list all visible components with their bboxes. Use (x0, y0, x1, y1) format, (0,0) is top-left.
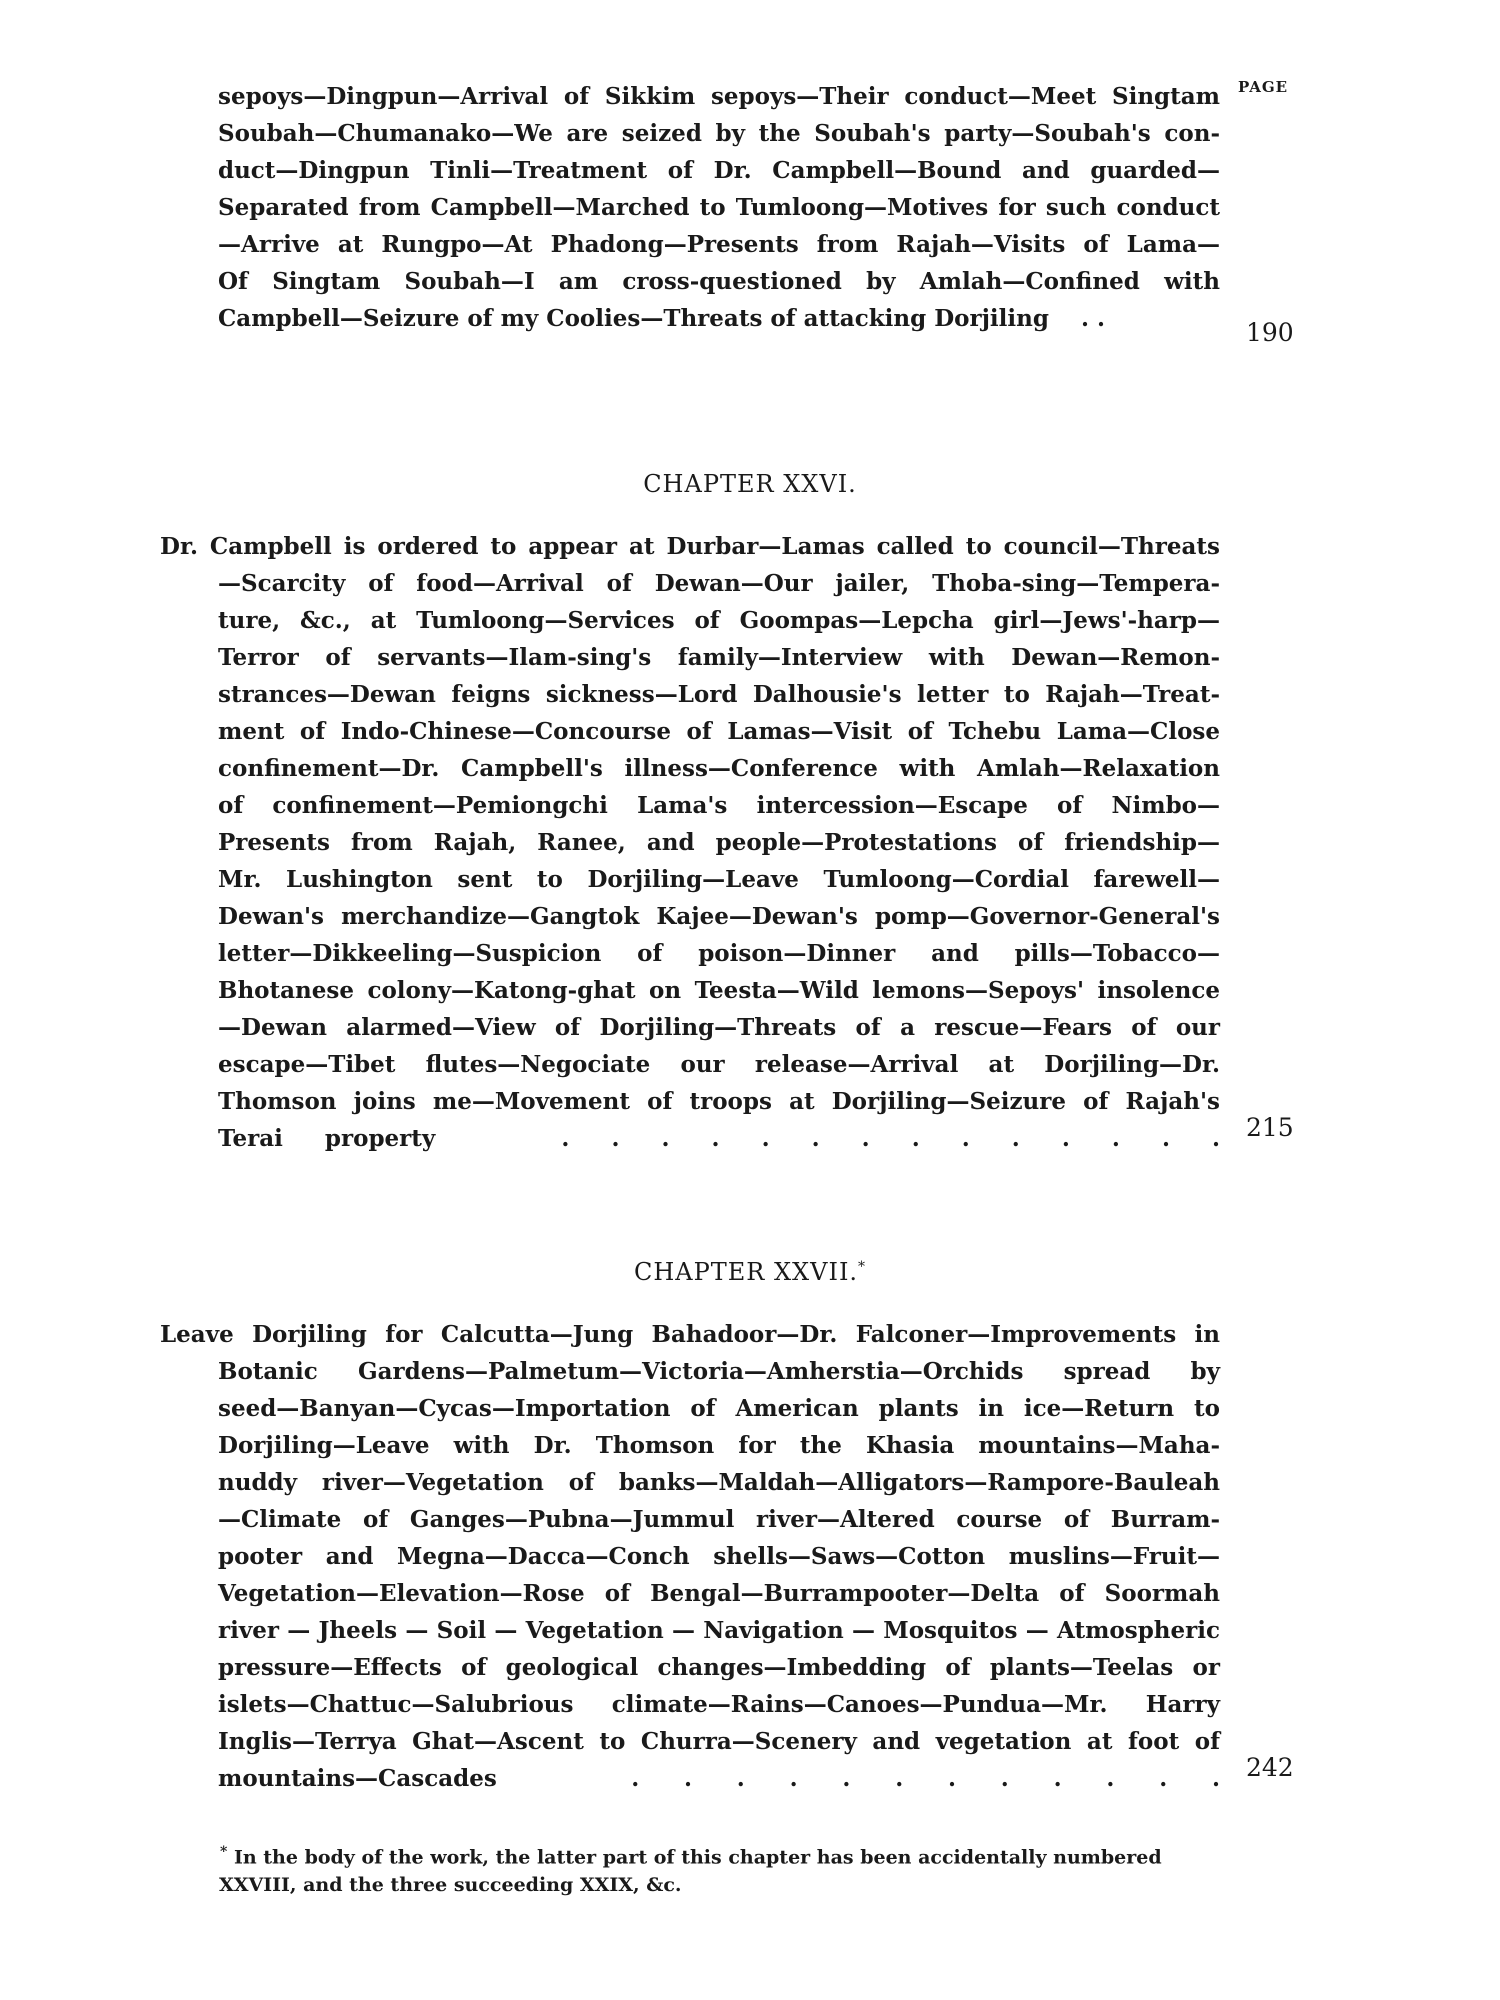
contents-line: letter—Dikkeeling—Suspicion of poison—Dinner and pills—Tobacco— (218, 940, 1220, 967)
contents-line: Dorjiling—Leave with Dr. Thomson for the Khasia mountains—Maha- (218, 1432, 1220, 1459)
contents-line: Inglis—Terrya Ghat—Ascent to Churra—Scenery and vegetation at foot of (218, 1728, 1220, 1755)
contents-line: river — Jheels — Soil — Vegetation — Navigation — Mosquitos — Atmospheric (218, 1617, 1220, 1644)
footnote-line-1: * In the body of the work, the latter part of this chapter has been accidentally numbered (220, 1844, 1162, 1869)
contents-line: ture, &c., at Tumloong—Services of Goompas—Lepcha girl—Jews'-harp— (218, 607, 1220, 634)
contents-line: pressure—Effects of geological changes—Imbedding of plants—Teelas or (218, 1654, 1220, 1681)
footnote (220, 1838, 1300, 1899)
contents-line: —Arrive at Rungpo—At Phadong—Presents from Rajah—Visits of Lama— (218, 231, 1220, 258)
dot-leaders: . . (1080, 305, 1105, 332)
contents-line: Separated from Campbell—Marched to Tumloong—Motives for such conduct (218, 194, 1220, 221)
contents-line: Bhotanese colony—Katong-ghat on Teesta—Wild lemons—Sepoys' insolence (218, 977, 1220, 1004)
contents-line-last: Terai property . . . . . . . . . . . . . . (218, 1125, 1220, 1152)
contents-line: islets—Chattuc—Salubrious climate—Rains—Canoes—Pundua—Mr. Harry (218, 1691, 1220, 1718)
page-number-215: 215 (1246, 1113, 1294, 1142)
chapter-26-contents (160, 528, 1220, 1157)
contents-line: —Dewan alarmed—View of Dorjiling—Threats of a rescue—Fears of our (218, 1014, 1220, 1041)
contents-line: Botanic Gardens—Palmetum—Victoria—Amherstia—Orchids spread by (218, 1358, 1220, 1385)
contents-line-last: Campbell—Seizure of my Coolies—Threats of attacking Dorjiling . . (218, 305, 1105, 332)
chapter-27-contents (160, 1316, 1220, 1797)
contents-line: of confinement—Pemiongchi Lama's intercession—Escape of Nimbo— (218, 792, 1220, 819)
contents-line: Terror of servants—Ilam-sing's family—Interview with Dewan—Remon- (218, 644, 1220, 671)
contents-line: Presents from Rajah, Ranee, and people—Protestations of friendship— (218, 829, 1220, 856)
footnote-line-2: XXVIII, and the three succeeding XXIX, &c. (219, 1874, 682, 1897)
dot-leaders: . . . . . . . . . . . . (631, 1765, 1220, 1792)
contents-line: confinement—Dr. Campbell's illness—Conference with Amlah—Relaxation (218, 755, 1220, 782)
footnote-marker: * (858, 1259, 867, 1275)
chapter-27-title: CHAPTER XXVII.* (633, 1258, 867, 1286)
footnote-marker: * (220, 1844, 228, 1860)
contents-line: Vegetation—Elevation—Rose of Bengal—Burrampooter—Delta of Soormah (218, 1580, 1220, 1607)
contents-line: Soubah—Chumanako—We are seized by the Soubah's party—Soubah's con- (218, 120, 1220, 147)
chapter-26-title: CHAPTER XXVI. (643, 470, 857, 498)
chapter-25-contents (218, 78, 1220, 337)
contents-line: duct—Dingpun Tinli—Treatment of Dr. Campbell—Bound and guarded— (218, 157, 1220, 184)
contents-line: —Scarcity of food—Arrival of Dewan—Our jailer, Thoba-sing—Tempera- (218, 570, 1220, 597)
contents-line: Dewan's merchandize—Gangtok Kajee—Dewan's pomp—Governor-General's (218, 903, 1220, 930)
contents-line: nuddy river—Vegetation of banks—Maldah—Alligators—Rampore-Bauleah (218, 1469, 1220, 1496)
contents-line: sepoys—Dingpun—Arrival of Sikkim sepoys—Their conduct—Meet Singtam (218, 83, 1220, 110)
contents-line: escape—Tibet flutes—Negociate our release—Arrival at Dorjiling—Dr. (218, 1051, 1220, 1078)
page-label: PAGE (1238, 78, 1289, 96)
contents-line: seed—Banyan—Cycas—Importation of American plants in ice—Return to (218, 1395, 1220, 1422)
contents-line: Thomson joins me—Movement of troops at Dorjiling—Seizure of Rajah's (218, 1088, 1220, 1115)
contents-line: strances—Dewan feigns sickness—Lord Dalhousie's letter to Rajah—Treat- (218, 681, 1220, 708)
contents-line-last: mountains—Cascades . . . . . . . . . . . . (218, 1765, 1220, 1792)
page-number-190: 190 (1246, 318, 1294, 347)
contents-line: Leave Dorjiling for Calcutta—Jung Bahadoor—Dr. Falconer—Improvements in (160, 1321, 1220, 1348)
contents-line: Of Singtam Soubah—I am cross-questioned by Amlah—Confined with (218, 268, 1220, 295)
contents-line: pooter and Megna—Dacca—Conch shells—Saws—Cotton muslins—Fruit— (218, 1543, 1220, 1570)
dot-leaders: . . . . . . . . . . . . . . (561, 1125, 1220, 1152)
contents-line: —Climate of Ganges—Pubna—Jummul river—Altered course of Burram- (218, 1506, 1220, 1533)
contents-line: ment of Indo-Chinese—Concourse of Lamas—Visit of Tchebu Lama—Close (218, 718, 1220, 745)
page-number-242: 242 (1246, 1753, 1294, 1782)
contents-line: Dr. Campbell is ordered to appear at Durbar—Lamas called to council—Threats (160, 533, 1220, 560)
contents-line: Mr. Lushington sent to Dorjiling—Leave Tumloong—Cordial farewell— (218, 866, 1220, 893)
